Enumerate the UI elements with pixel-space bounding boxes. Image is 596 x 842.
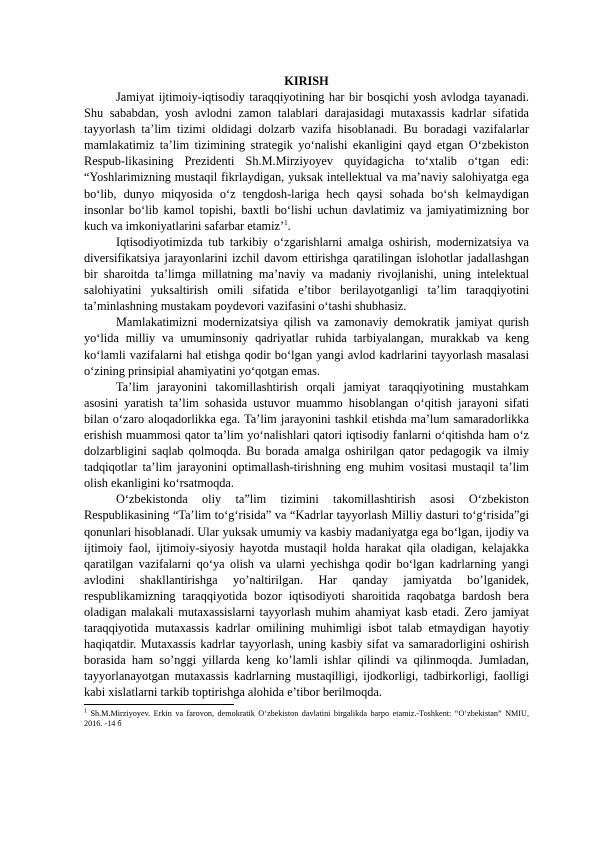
paragraph-4: Ta’lim jarayonini takomillashtirish orqali jamiyat taraqqiyotining mustahkam asosini yaratish ta’lim sohasida ustuvor muammo hisoblangan o‘qitish jarayoni sifati bilan o‘zaro aloqadorlikka ega. Ta’lim jarayonini tashkil etishda ma’lum samaradorlikka erishish muammosi qator ta’lim yo‘nalishlari qatori iqtisodiy fanlarni o‘qitishda ham o‘z dolzarbligini saqlab qolmoqda. Bu borada amalga oshirilgan qator pedagogik va ilmiy tadqiqotlar ta’lim jarayonini optimallash-tirishning eng muhim vositasi mustaqil ta’lim olish ekanligini ko‘rsatmoqda. [84,379,529,491]
footnote [84,709,529,730]
paragraph-1-tail: . [287,218,291,233]
paragraph-1 [84,89,529,234]
paragraph-5: O‘zbekistonda oliy ta”lim tizimini takomillashtirish asosi O‘zbekiston Respublikasining “Ta’lim to‘g‘risida” va “Kadrlar tayyorlash Milliy dasturi to‘g‘risida”gi qonunlari hisoblanadi. Ular yuksak umumiy va kasbiy madaniyatga ega bo‘lgan, ijodiy va ijtimoiy faol, ijtimoiy-siyosiy hayotda mustaqil holda harakat qila oladigan, kelajakka qaratilgan vazifalarni qo‘ya olish va ularni yechishga qodir bo‘lgan kadrlarning yangi avlodini shakllantirishga yo’naltirilgan. Har qanday jamiyatda bo’lganidek, respublikamizning taraqqiyotida bozor iqtisodiyoti sharoitida raqobatga bardosh bera oladigan malakali mutaxassislarni tayyorlash muhim ahamiyat kasb etadi. Zero jamiyat taraqqiyotida mutaxassis kadrlar omilining muhimligi isbot talab etmaydigan hayotiy haqiqatdir. Mutaxassis kadrlar tayyorlash, uning kasbiy sifat va samaradorligini oshirish borasida ham so’nggi yillarda keng ko’lamli ishlar qilindi va qilinmoqda. Jumladan, tayyorlanayotgan mutaxassis kadrlarning mustaqilligi, ijodkorligi, tadbirkorligi, faolligi kabi xislatlarni tarkib toptirishga alohida e’tibor berilmoqda. [84,492,529,700]
footnote-divider [84,704,234,705]
paragraph-1-text: Jamiyat ijtimoiy-iqtisodiy taraqqiyotining har bir bosqichi yosh avlodga tayanadi. Shu sababdan, yosh avlodni zamon talablari darajasidagi mutaxassis kadrlar sifatida tayyorlash ta’lim tizimi oldidagi dolzarb vazifa hisoblanadi. Bu boradagi vazifalarlar mamlakatimiz ta’lim tizimining strategik yo‘nalishi ekanligini qayd etgan O‘zbekiston Respub-likasining Prezidenti Sh.M.Mirziyoyev quyidagicha to‘xtalib o‘tgan edi: “Yoshlarimizning mustaqil fikrlaydigan, yuksak intellektual va ma’naviy salohiyatga ega bo‘lib, dunyo miqyosida o‘z tengdosh-lariga hech qaysi sohada bo‘sh kelmaydigan insonlar bo‘lib kamol topishi, baxtli bo‘lishi uchun davlatimiz va jamiyatimizning bor kuch va imkoniyatlarini safarbar etamiz’ [84,90,529,233]
paragraph-3: Mamlakatimizni modernizatsiya qilish va zamonaviy demokratik jamiyat qurish yo‘lida milliy va umuminsoniy qadriyatlar ruhida tarbiyalangan, murakkab va keng ko‘lamli vazifalarni hal etishga qodir bo‘lgan yangi avlod kadrlarini tayyorlash masalasi o‘zining prinsipial ahamiyatini yo‘qotgan emas. [84,315,529,378]
footnote-reference[interactable]: 1 [284,218,288,227]
footnote-marker: 1 [84,707,87,714]
paragraph-2: Iqtisodiyotimizda tub tarkibiy o‘zgarishlarni amalga oshirish, modernizatsiya va diversifikatsiya jarayonlarini izchil davom ettirishga qaratilingan islohotlar jadallashgan bir sharoitda ta’limga millatning ma’naviy va madaniy rivojlanishi, uning intelektual salohiyatini yuksaltirish omili sifatida e’tibor berilayotganligi ta’lim taraqqiyotini ta’minlashning mustakam poydevori vazifasini o‘tashi shubhasiz. [84,234,529,314]
document-page [84,73,529,730]
footnote-text: Sh.M.Mirziyoyev. Erkin va farovon, demokratik O‘zbekiston davlatini birgalikda barpo etamiz.-Toshkent: “O‘zbekistan” NMIU, 2016. -14 б [84,708,529,729]
document-title: KIRISH [284,74,329,88]
